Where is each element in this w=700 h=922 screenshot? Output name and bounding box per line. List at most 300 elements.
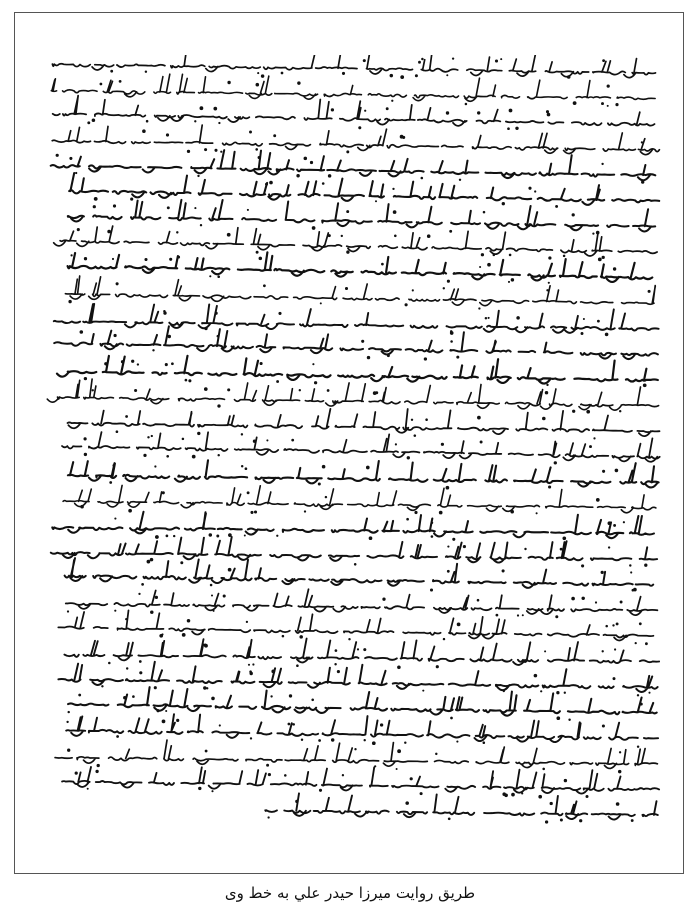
script-dot — [320, 302, 322, 304]
script-dot — [405, 801, 409, 805]
script-stroke — [51, 74, 655, 101]
script-dot — [78, 694, 81, 697]
script-dot — [613, 267, 616, 270]
script-dot — [380, 723, 383, 726]
script-dot — [502, 202, 505, 205]
script-dot — [648, 692, 650, 694]
script-line — [69, 173, 659, 208]
script-dot — [598, 258, 602, 262]
script-dot — [414, 511, 417, 514]
script-dot — [631, 819, 634, 822]
script-dot — [166, 455, 169, 458]
script-dot — [496, 614, 499, 617]
script-dot — [197, 175, 199, 177]
script-dot — [132, 695, 135, 698]
script-dot — [390, 74, 393, 77]
script-dot — [276, 535, 278, 537]
script-dot — [450, 717, 453, 720]
script-dot — [354, 563, 357, 566]
script-dot — [392, 188, 394, 190]
script-dot — [84, 377, 87, 380]
script-line — [51, 74, 655, 107]
script-dot — [162, 491, 165, 494]
script-dot — [363, 59, 366, 62]
script-dot — [80, 330, 84, 334]
script-dot — [430, 588, 433, 591]
script-dot — [435, 753, 437, 755]
script-dot — [177, 256, 180, 259]
script-stroke — [68, 460, 659, 487]
script-dot — [545, 391, 548, 394]
script-dot — [567, 75, 571, 79]
script-dot — [593, 437, 595, 439]
script-dot — [104, 362, 107, 365]
script-dot — [328, 234, 331, 237]
script-dot — [479, 266, 481, 268]
script-dot — [310, 161, 313, 164]
script-dot — [228, 568, 232, 572]
script-dot — [592, 233, 594, 235]
script-dot — [441, 443, 444, 446]
script-dot — [75, 772, 78, 775]
script-dot — [643, 383, 647, 387]
script-line — [68, 409, 660, 440]
script-dot — [556, 691, 559, 694]
script-dot — [144, 258, 147, 261]
script-dot — [150, 610, 153, 613]
script-dot — [542, 417, 546, 421]
script-dot — [420, 792, 423, 795]
script-dot — [227, 81, 230, 84]
script-dot — [503, 690, 505, 692]
script-dot — [166, 133, 169, 136]
script-dot — [143, 454, 146, 457]
script-stroke — [54, 226, 657, 256]
script-dot — [342, 774, 344, 776]
script-dot — [112, 464, 115, 467]
script-dot — [411, 419, 413, 421]
script-dot — [145, 70, 147, 72]
script-dot — [623, 521, 625, 523]
script-dot — [515, 127, 518, 130]
script-dot — [572, 410, 575, 413]
script-line — [52, 55, 655, 79]
script-dot — [405, 303, 408, 306]
manuscript-image — [40, 55, 670, 855]
script-dot — [364, 110, 366, 112]
script-dot — [273, 134, 276, 137]
script-dot — [400, 75, 404, 79]
script-dot — [257, 72, 259, 74]
script-dot — [247, 209, 249, 211]
script-dot — [424, 357, 427, 360]
script-dot — [502, 569, 505, 572]
script-dot — [619, 410, 621, 412]
script-dot — [615, 103, 618, 106]
script-dot — [443, 287, 445, 289]
script-dot — [139, 660, 142, 663]
script-dot — [176, 231, 178, 233]
script-dot — [382, 598, 385, 601]
image-caption: طريق روايت ميرزا حيدر علي به خط وى — [224, 884, 476, 902]
script-dot — [346, 150, 349, 153]
script-dot — [167, 206, 170, 209]
script-dot — [421, 58, 424, 61]
script-dot — [477, 111, 480, 114]
script-dot — [210, 584, 213, 587]
script-dot — [605, 625, 608, 628]
script-dot — [452, 538, 455, 541]
script-dot — [296, 174, 299, 177]
script-dot — [116, 430, 119, 433]
script-stroke — [51, 150, 656, 180]
script-dot — [56, 154, 59, 157]
script-dot — [522, 614, 524, 616]
script-dot — [573, 101, 577, 105]
script-dot — [204, 644, 208, 648]
script-dot — [616, 622, 619, 625]
script-line — [53, 96, 655, 130]
script-dot — [87, 788, 89, 790]
script-dot — [334, 663, 336, 665]
script-dot — [571, 597, 575, 601]
script-dot — [447, 546, 449, 548]
script-dot — [123, 696, 126, 699]
script-dot — [269, 181, 273, 185]
script-dot — [534, 674, 538, 678]
script-line — [54, 226, 657, 261]
script-stroke — [57, 356, 658, 384]
script-line — [47, 379, 658, 413]
script-dot — [211, 697, 215, 701]
script-dot — [581, 564, 584, 567]
script-dot — [182, 633, 186, 637]
script-dot — [266, 764, 269, 767]
script-dot — [572, 213, 575, 216]
script-dot — [366, 466, 370, 470]
script-dot — [297, 81, 300, 84]
script-dot — [312, 363, 314, 365]
script-dot — [568, 718, 570, 720]
script-dot — [613, 677, 616, 680]
script-dot — [608, 521, 612, 525]
script-dot — [101, 685, 103, 687]
script-dot — [487, 263, 491, 267]
script-dot — [607, 84, 610, 87]
script-dot — [268, 773, 271, 776]
script-dot — [447, 280, 450, 283]
script-dot — [209, 533, 212, 536]
script-dot — [204, 327, 207, 330]
script-dot — [595, 601, 597, 603]
script-dot — [511, 278, 514, 281]
script-dot — [217, 275, 220, 278]
script-dot — [66, 721, 68, 723]
script-dot — [421, 177, 424, 180]
script-dot — [146, 120, 149, 123]
script-dot — [342, 72, 345, 75]
script-dot — [346, 210, 349, 213]
script-dot — [255, 148, 258, 151]
script-dot — [187, 619, 191, 623]
script-stroke — [52, 55, 655, 78]
script-dot — [249, 131, 252, 134]
script-dot — [615, 469, 619, 473]
script-dot — [528, 187, 531, 190]
script-line — [63, 485, 656, 514]
script-dot — [266, 439, 268, 441]
script-line — [65, 558, 654, 591]
script-dot — [155, 596, 158, 599]
script-dot — [446, 111, 449, 114]
script-dot — [456, 356, 459, 359]
script-dot — [107, 230, 111, 234]
script-stroke — [66, 714, 658, 742]
script-stroke — [66, 589, 658, 615]
script-dot — [94, 197, 98, 201]
script-dot — [418, 61, 421, 64]
script-dot — [216, 535, 219, 538]
script-dot — [114, 518, 116, 520]
script-dot — [128, 509, 132, 513]
script-stroke — [68, 200, 655, 232]
script-dot — [75, 172, 77, 174]
script-dot — [335, 649, 338, 652]
script-dot — [292, 723, 295, 726]
script-dot — [288, 723, 291, 726]
script-dot — [162, 720, 166, 724]
script-dot — [508, 281, 510, 283]
script-dot — [318, 739, 321, 742]
script-dot — [113, 204, 116, 207]
script-dot — [138, 593, 140, 595]
script-dot — [281, 72, 284, 75]
script-dot — [139, 671, 142, 674]
script-line — [52, 125, 659, 155]
script-dot — [564, 779, 567, 782]
script-stroke — [62, 767, 659, 794]
script-dot — [260, 362, 263, 365]
script-dot — [517, 614, 519, 616]
script-dot — [213, 107, 217, 111]
script-dot — [585, 795, 588, 798]
script-dot — [173, 535, 175, 537]
script-dot — [299, 635, 303, 639]
script-dot — [322, 182, 325, 185]
script-dot — [304, 157, 308, 161]
script-dot — [312, 226, 316, 230]
script-dot — [182, 438, 185, 441]
script-dot — [425, 418, 428, 421]
script-dot — [540, 690, 542, 692]
script-dot — [607, 105, 609, 107]
script-dot — [261, 74, 264, 77]
script-dot — [227, 233, 231, 237]
script-dot — [156, 709, 159, 712]
script-dot — [125, 618, 127, 620]
script-dot — [250, 737, 252, 739]
script-dot — [500, 58, 502, 60]
script-dot — [92, 118, 96, 122]
script-dot — [67, 749, 70, 752]
script-line — [57, 356, 658, 387]
script-dot — [548, 282, 550, 284]
script-stroke — [58, 610, 653, 640]
script-stroke — [68, 687, 657, 715]
script-dot — [488, 317, 490, 319]
script-dot — [245, 467, 248, 470]
script-dot — [524, 548, 526, 550]
script-dot — [311, 699, 314, 702]
script-dot — [457, 623, 461, 627]
script-dot — [579, 819, 582, 822]
script-dot — [265, 183, 268, 186]
script-dot — [95, 770, 98, 773]
script-dot — [509, 254, 512, 257]
script-dot — [110, 70, 113, 73]
script-dot — [217, 335, 220, 338]
script-dot — [282, 635, 285, 638]
script-stroke — [69, 173, 659, 205]
script-dot — [602, 650, 604, 652]
script-dot — [209, 275, 211, 277]
script-stroke — [52, 512, 654, 538]
script-dot — [200, 106, 204, 110]
script-dot — [270, 695, 272, 697]
script-dot — [396, 768, 398, 770]
script-dot — [414, 434, 417, 437]
script-dot — [192, 455, 196, 459]
script-dot — [560, 548, 563, 551]
script-dot — [267, 816, 269, 818]
script-dot — [258, 156, 261, 159]
script-line — [62, 767, 659, 799]
script-dot — [477, 416, 481, 420]
script-dot — [586, 410, 590, 414]
script-dot — [534, 190, 536, 192]
script-stroke — [51, 537, 657, 563]
script-dot — [200, 224, 202, 226]
script-dot — [596, 498, 600, 502]
script-dot — [276, 380, 279, 383]
script-dot — [337, 670, 340, 673]
script-dot — [217, 404, 220, 407]
script-dot — [545, 820, 548, 823]
script-dot — [404, 741, 406, 743]
script-dot — [511, 793, 515, 797]
script-dot — [456, 741, 458, 743]
script-dot — [259, 257, 263, 261]
script-dot — [194, 207, 196, 209]
script-dot — [363, 648, 366, 651]
script-dot — [614, 648, 616, 650]
script-dot — [244, 535, 246, 537]
script-dot — [250, 511, 253, 514]
script-dot — [100, 83, 103, 86]
script-dot — [214, 149, 217, 152]
script-dot — [478, 307, 480, 309]
script-dot — [131, 360, 134, 363]
script-dot — [613, 524, 616, 527]
script-dot — [446, 74, 448, 76]
script-dot — [155, 535, 159, 539]
script-dot — [546, 384, 548, 386]
script-dot — [319, 789, 322, 792]
script-dot — [134, 389, 137, 392]
script-dot — [325, 496, 327, 498]
script-dot — [187, 150, 190, 153]
script-dot — [108, 662, 111, 665]
script-dot — [142, 129, 146, 133]
script-dot — [391, 100, 393, 102]
script-dot — [601, 571, 604, 574]
script-dot — [510, 510, 514, 514]
script-dot — [602, 256, 605, 259]
script-dot — [608, 546, 610, 548]
script-dot — [463, 545, 466, 548]
script-dot — [601, 102, 604, 105]
script-dot — [452, 57, 454, 59]
handwritten-manuscript — [40, 55, 670, 855]
script-dot — [637, 694, 639, 696]
script-line — [51, 537, 657, 567]
script-dot — [645, 642, 648, 645]
script-dot — [121, 360, 124, 363]
script-dot — [635, 642, 637, 644]
script-dot — [70, 254, 72, 256]
script-dot — [640, 703, 643, 706]
script-dot — [227, 388, 230, 391]
script-dot — [375, 391, 378, 394]
script-dot — [278, 312, 281, 315]
script-line — [54, 304, 659, 336]
script-dot — [188, 379, 191, 382]
script-dot — [637, 745, 639, 747]
script-dot — [345, 287, 348, 290]
script-dot — [407, 456, 410, 459]
script-dot — [97, 764, 100, 767]
script-dot — [247, 491, 250, 494]
script-dot — [450, 331, 454, 335]
script-dot — [581, 332, 584, 335]
script-dot — [406, 518, 409, 521]
script-dot — [546, 110, 549, 113]
script-stroke — [63, 485, 656, 512]
script-dot — [114, 334, 117, 337]
script-dot — [93, 205, 96, 208]
script-dot — [176, 719, 179, 722]
script-dot — [331, 108, 334, 111]
script-dot — [448, 817, 451, 820]
script-dot — [601, 163, 603, 165]
script-dot — [165, 363, 168, 366]
script-dot — [163, 311, 166, 314]
script-dot — [436, 665, 439, 668]
script-dot — [597, 320, 600, 323]
script-dot — [80, 505, 84, 509]
script-dot — [301, 739, 303, 741]
script-dot — [223, 594, 226, 597]
script-dot — [241, 465, 243, 467]
script-dot — [185, 379, 188, 382]
script-dot — [538, 795, 542, 799]
script-dot — [87, 121, 90, 124]
script-dot — [400, 135, 404, 139]
script-dot — [241, 433, 243, 435]
script-dot — [271, 670, 275, 674]
script-dot — [341, 235, 343, 237]
script-dot — [375, 200, 377, 202]
